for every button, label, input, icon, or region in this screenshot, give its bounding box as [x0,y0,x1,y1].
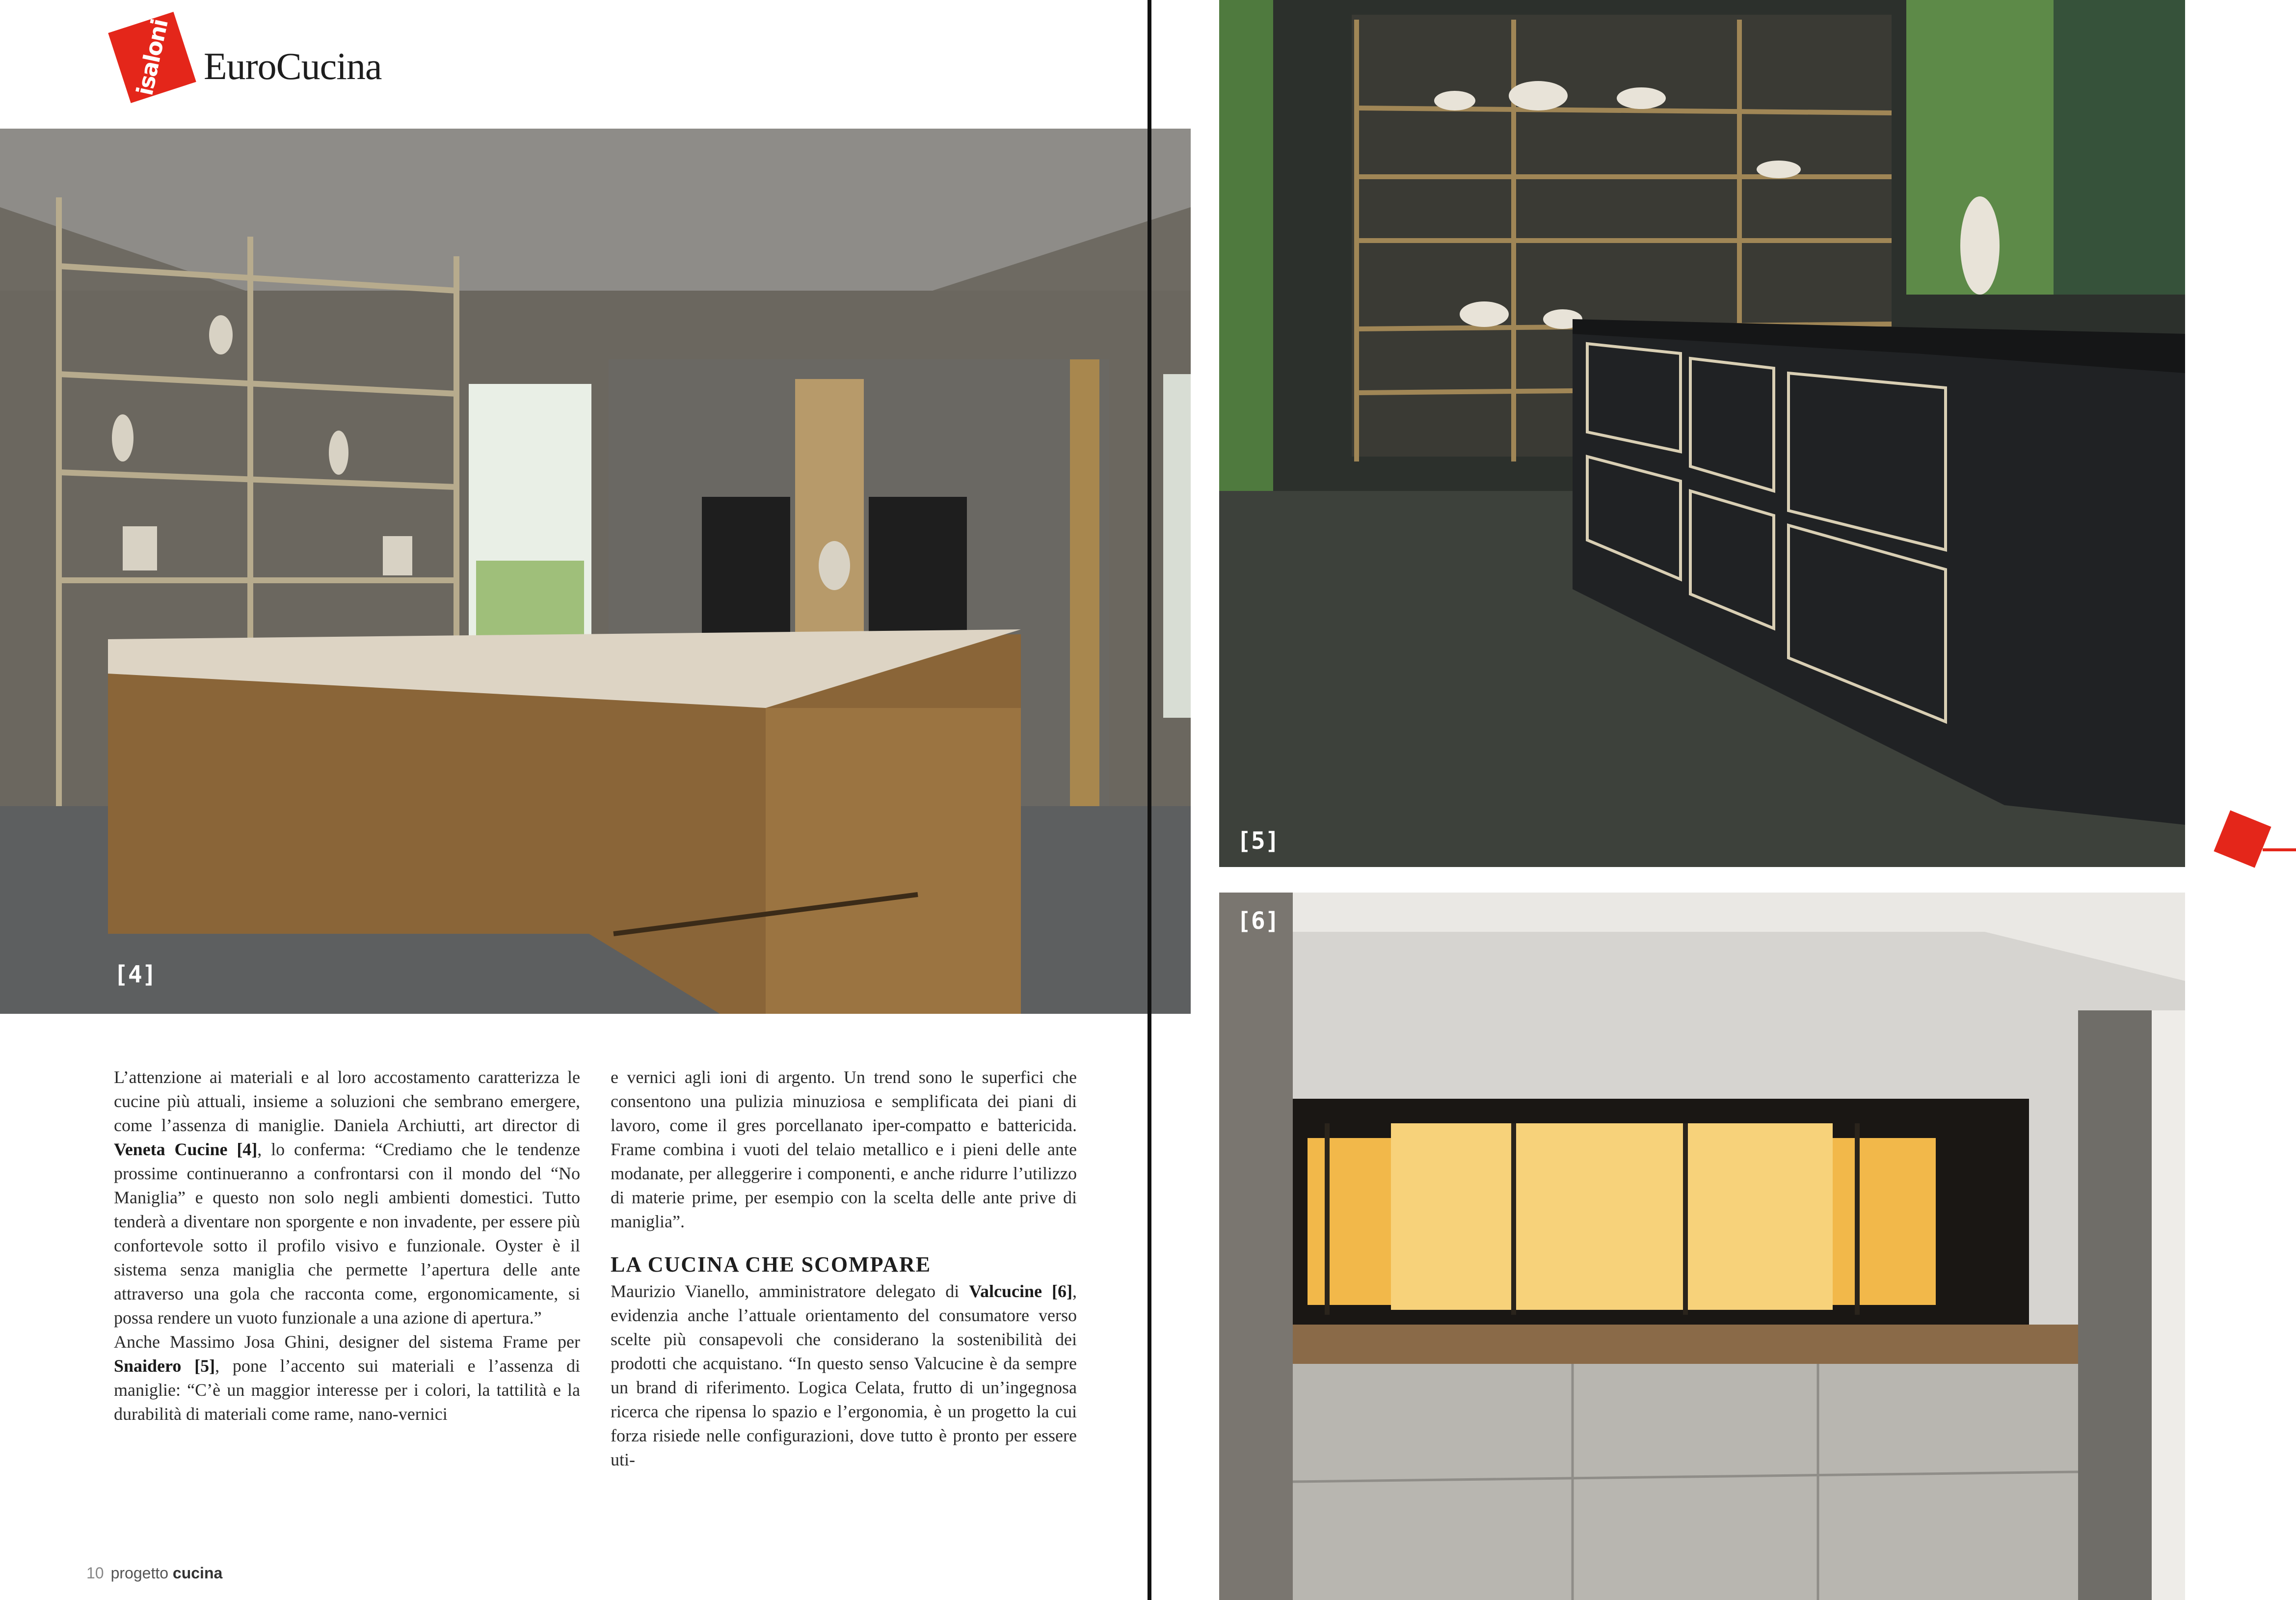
magazine-name-b: cucina [172,1564,223,1582]
col1-text-b: , lo conferma: “Crediamo che le tendenze prossime continueranno a confrontarsi con il mondo del “No Maniglia” e questo non solo negli ambienti domestici. Tutto tenderà a diventare non sporgente e non invadente, per essere più confortevole sotto il profilo visivo e funzionale. Oyster è il sistema senza maniglia che permette l’apertura delle ante attraverso una gola che racconta come, ergonomicamente, si possa rendere un vuoto funzionale a una azione di apertura.” [114,1139,580,1328]
kitchen-photo-4 [0,129,1191,1014]
page-number: 10 [86,1564,104,1582]
valcucine-kitchen-illustration [1219,893,2185,1600]
veneta-cucine-ref: Veneta Cucine [4] [114,1139,258,1159]
section-heading: LA CUCINA CHE SCOMPARE [611,1252,932,1276]
col1-text-d: , pone l’accento sui materiali e l’assenza di maniglie: “C’è un maggior interesse per i colori, la tattilità e la durabilità di materiali come rame, nano-vernici [114,1356,580,1424]
photo-6-tag: [6] [1237,907,1280,935]
magazine-name-a: progetto [110,1564,169,1582]
col2-text-b: , evidenzia anche l’attuale orientamento del consumatore verso scelte più consapevoli che considerano la sostenibilità dei prodotti che acquistano. “In questo senso Valcucine è da sempre un brand di riferimento. Logica Celata, frutto di un’ingegnosa ricerca che ripensa lo spazio e l’ergonomia, è un progetto la cui forza risiede nelle configurazioni, dove tutto è pronto per essere uti- [611,1281,1077,1469]
col1-text-a: L’attenzione ai materiali e al loro accostamento caratterizza le cucine più attuali, insieme a soluzioni che sembrano emergere, come l’assenza di maniglie. Daniela Archiutti, art director di [114,1067,580,1135]
page-footer [86,1564,222,1582]
page-spine [1148,0,1151,1600]
kitchen-island-illustration [0,129,1191,1014]
article-column-2 [611,1065,1077,1472]
salone-logo-badge [108,12,196,103]
kitchen-photo-5 [1219,0,2185,867]
col2-text-a: Maurizio Vianello, amministratore delegato di [611,1281,969,1301]
logo-text: isaloni [131,17,173,98]
photo-4-tag: [4] [114,961,157,988]
red-accent-line [2263,848,2296,851]
col1-text-c: Anche Massimo Josa Ghini, designer del sistema Frame per [114,1332,580,1352]
col2-text-top: e vernici agli ioni di argento. Un trend sono le superfici che consentono una pulizia minuziosa e semplificata dei piani di lavoro, come il gres porcellanato iper-compatto e battericida. Frame combina i vuoti del telaio metallico e i pieni delle ante modanate, per alleggerire i componenti, e anche ridurre l’utilizzo di materie prime, per esempio con la scelta delle ante prive di maniglia”. [611,1067,1077,1231]
photo-5-tag: [5] [1237,827,1280,855]
article-column-1 [114,1065,580,1426]
valcucine-ref: Valcucine [6] [969,1281,1073,1301]
kitchen-photo-6 [1219,893,2185,1600]
red-accent-square [2214,810,2271,868]
dark-kitchen-illustration [1219,0,2185,867]
section-brand-title: EuroCucina [204,45,382,87]
snaidero-ref: Snaidero [5] [114,1356,215,1376]
